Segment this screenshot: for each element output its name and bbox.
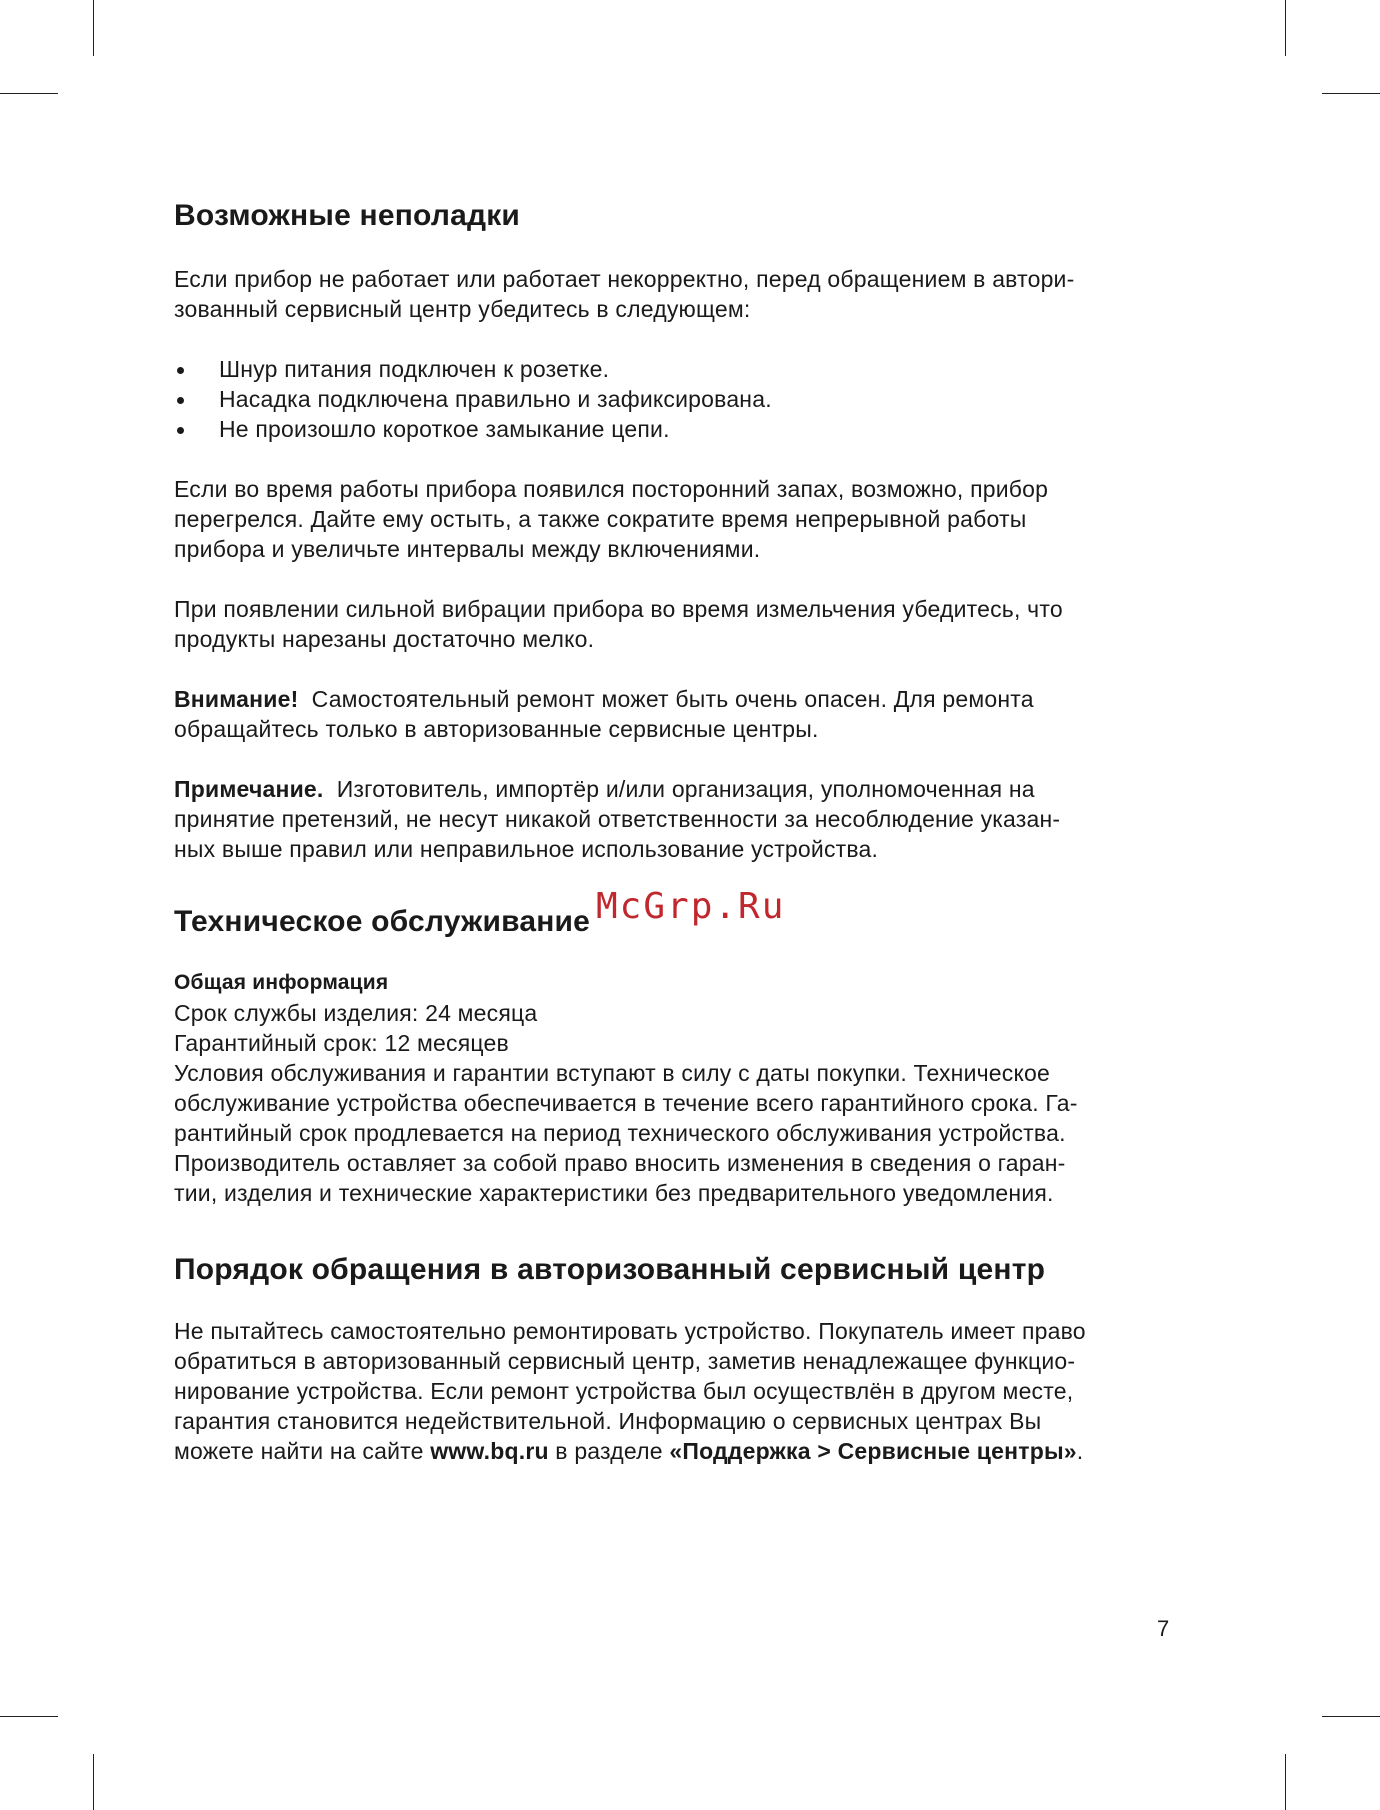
page-content (174, 196, 1184, 1466)
paragraph-line: перегрелся. Дайте ему остыть, а также сократите время непрерывной работы (174, 506, 1027, 532)
service-line: нирование устройства. Если ремонт устройства был осуществлён в другом месте, (174, 1378, 1074, 1404)
support-section-name: «Поддержка > Сервисные центры» (669, 1438, 1077, 1464)
note-text: Изготовитель, импортёр и/или организация, уполномоченная на (336, 776, 1035, 802)
maintenance-line: Производитель оставляет за собой право вносить изменения в сведения о гаран- (174, 1150, 1066, 1176)
crop-mark (93, 1754, 94, 1810)
text-fragment: в разделе (548, 1438, 670, 1464)
service-line: Не пытайтесь самостоятельно ремонтировать устройство. Покупатель имеет право (174, 1318, 1086, 1344)
note-line: принятие претензий, не несут никакой ответственности за несоблюдение указан- (174, 806, 1061, 832)
subsection-title: Общая информация (174, 971, 389, 994)
crop-mark (93, 0, 94, 56)
note-line (174, 774, 1184, 804)
crop-mark (1285, 1754, 1286, 1810)
maintenance-line: рантийный срок продлевается на период технического обслуживания устройства. (174, 1120, 1066, 1146)
list-item: Шнур питания подключен к розетке. (174, 354, 1184, 384)
service-line: обратиться в авторизованный сервисный центр, заметив ненадлежащее функцио- (174, 1348, 1076, 1374)
paragraph-line: прибора и увеличьте интервалы между включениями. (174, 536, 761, 562)
paragraph-line: Если во время работы прибора появился посторонний запах, возможно, прибор (174, 476, 1049, 502)
crop-mark (1285, 0, 1286, 56)
page-number: 7 (1157, 1616, 1170, 1641)
warning-label: Внимание! (174, 686, 299, 712)
maintenance-line: Условия обслуживания и гарантии вступают в силу с даты покупки. Техническое (174, 1060, 1051, 1086)
note-line: ных выше правил или неправильное использование устройства. (174, 836, 879, 862)
maintenance-line: Срок службы изделия: 24 месяца (174, 1000, 538, 1026)
warning-line: обращайтесь только в авторизованные сервисные центры. (174, 716, 819, 742)
section-title-service-center: Порядок обращения в авторизованный сервисный центр (174, 1253, 1046, 1286)
watermark: McGrp.Ru (596, 886, 786, 927)
warning-text: Самостоятельный ремонт может быть очень опасен. Для ремонта (311, 686, 1034, 712)
intro-line: Если прибор не работает или работает некорректно, перед обращением в автори- (174, 266, 1075, 292)
maintenance-line: тии, изделия и технические характеристики без предварительного уведомления. (174, 1180, 1054, 1206)
section-title-maintenance: Техническое обслуживание (174, 905, 591, 938)
paragraph-line: При появлении сильной вибрации прибора во время измельчения убедитесь, что (174, 596, 1063, 622)
section-title-troubleshooting: Возможные неполадки (174, 199, 521, 232)
intro-line: зованный сервисный центр убедитесь в следующем: (174, 296, 751, 322)
paragraph-line: продукты нарезаны достаточно мелко. (174, 626, 595, 652)
crop-mark (0, 1716, 58, 1717)
checklist (174, 354, 1184, 444)
crop-mark (0, 93, 58, 94)
list-item: Не произошло короткое замыкание цепи. (174, 414, 1184, 444)
list-item: Насадка подключена правильно и зафиксирована. (174, 384, 1184, 414)
maintenance-line: обслуживание устройства обеспечивается в течение всего гарантийного срока. Га- (174, 1090, 1078, 1116)
note-label: Примечание. (174, 776, 324, 802)
website-link[interactable]: www.bq.ru (430, 1438, 549, 1464)
service-line (174, 1436, 1184, 1466)
crop-mark (1322, 93, 1380, 94)
crop-mark (1322, 1716, 1380, 1717)
text-fragment: . (1076, 1438, 1084, 1464)
maintenance-line: Гарантийный срок: 12 месяцев (174, 1030, 509, 1056)
warning-line (174, 684, 1184, 714)
service-line: гарантия становится недействительной. Информацию о сервисных центрах Вы (174, 1408, 1042, 1434)
text-fragment: можете найти на сайте (174, 1438, 431, 1464)
